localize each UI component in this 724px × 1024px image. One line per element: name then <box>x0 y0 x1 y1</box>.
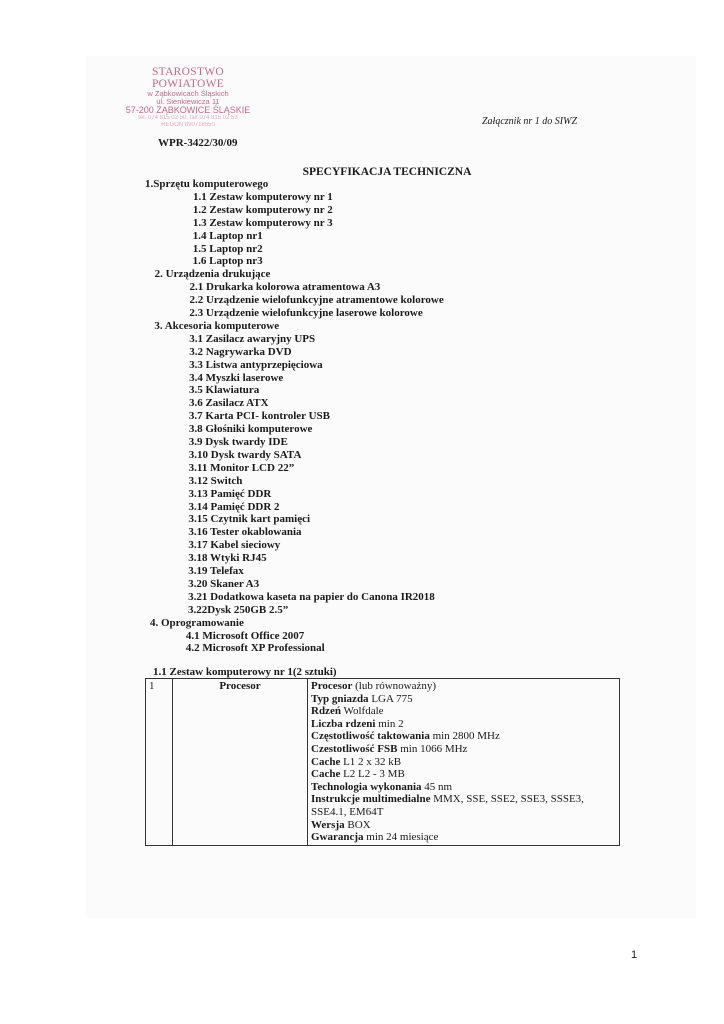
spec-key: Rdzeń <box>311 705 341 718</box>
spec-line <box>311 756 616 769</box>
spec-value: min 2800 MHz <box>429 730 500 743</box>
spec-value: min 1066 MHz <box>397 742 468 755</box>
spec-value: (lub równoważny) <box>352 680 437 692</box>
spec-description-cell <box>308 679 620 846</box>
row-number-cell: 1 <box>146 679 173 846</box>
spec-line <box>311 831 616 844</box>
spec-key: Liczba rdzeni <box>311 717 376 730</box>
toc-item: 4. Oprogramowanie <box>149 616 244 629</box>
document-title: SPECYFIKACJA TECHNICZNA <box>302 166 472 178</box>
toc-item: 4.1 Microsoft Office 2007 <box>185 629 305 642</box>
spec-line <box>311 730 616 743</box>
toc-item: 1.5 Laptop nr2 <box>192 242 263 255</box>
toc-item: 3. Akcesoria komputerowe <box>154 319 280 332</box>
spec-value: LGA 775 <box>368 692 413 705</box>
toc-item: 3.11 Monitor LCD 22” <box>188 461 295 474</box>
toc-item: 1.3 Zestaw komputerowy nr 3 <box>192 216 333 229</box>
toc-item: 3.14 Pamięć DDR 2 <box>188 500 280 513</box>
stamp-line: 57-200 ZĄBKOWICE ŚLĄSKIE <box>125 104 251 115</box>
spec-key: Czestotliwość FSB <box>311 742 398 755</box>
spec-key: Gwarancja <box>311 831 364 844</box>
toc-item: 1.6 Laptop nr3 <box>192 255 263 268</box>
toc-item: 3.8 Głośniki komputerowe <box>188 423 313 436</box>
toc-item: 3.17 Kabel sieciowy <box>188 539 281 552</box>
toc-item: 3.21 Dodatkowa kaseta na papier do Canona IR2018 <box>188 590 435 603</box>
component-cell: Procesor <box>173 679 308 846</box>
toc-item: 3.6 Zasilacz ATX <box>188 397 269 410</box>
spec-key: Wersja <box>311 818 345 831</box>
spec-value: L1 2 x 32 kB <box>340 755 402 768</box>
toc-item: 3.20 Skaner A3 <box>188 577 260 590</box>
spec-line <box>311 743 616 756</box>
spec-key: Cache <box>311 755 341 768</box>
toc-item: 4.2 Microsoft XP Professional <box>185 642 325 655</box>
spec-key: Instrukcje multimedialne <box>311 793 431 806</box>
spec-key: Cache <box>311 768 341 781</box>
spec-key: Częstotliwość taktowania <box>311 730 430 743</box>
spec-value: L2 L2 - 3 MB <box>340 768 405 781</box>
spec-line <box>311 705 616 718</box>
stamp-line: ul. Sienkiewicza 11 <box>156 97 220 106</box>
toc-item: 1.4 Laptop nr1 <box>192 229 263 242</box>
spec-key: Procesor <box>311 680 353 692</box>
reference-number: WPR-3422/30/09 <box>158 137 238 149</box>
spec-value: Wolfdale <box>340 705 384 718</box>
toc-item: 3.10 Dysk twardy SATA <box>188 448 302 461</box>
toc-item: 3.15 Czytnik kart pamięci <box>188 513 311 526</box>
annex-label: Załącznik nr 1 do SIWZ <box>482 116 577 127</box>
spec-value: 45 nm <box>421 780 453 793</box>
spec-line <box>311 793 616 818</box>
toc-item: 3.19 Telefax <box>188 565 244 577</box>
toc-item: 3.2 Nagrywarka DVD <box>189 345 292 358</box>
toc-item: 3.9 Dysk twardy IDE <box>188 436 288 448</box>
office-stamp <box>118 66 258 128</box>
page-number: 1 <box>631 949 638 961</box>
toc-item: 3.13 Pamięć DDR <box>188 487 272 500</box>
spec-value: min 2 <box>375 717 404 730</box>
toc-item: 3.16 Tester okablowania <box>188 526 302 539</box>
toc-item: 3.12 Switch <box>188 474 243 487</box>
section-caption: 1.1 Zestaw komputerowy nr 1(2 sztuki) <box>153 666 337 678</box>
spec-line <box>311 768 616 781</box>
toc-item: 3.5 Klawiatura <box>189 384 260 397</box>
toc-item: 2.2 Urządzenie wielofunkcyjne atramentowe kolorowe <box>189 294 444 307</box>
toc-item: 1.2 Zestaw komputerowy nr 2 <box>192 203 333 216</box>
toc-item: 2.1 Drukarka kolorowa atramentowa A3 <box>189 281 381 294</box>
toc-item: 3.7 Karta PCI- kontroler USB <box>188 410 330 423</box>
spec-line <box>311 718 616 731</box>
toc-item: 1.1 Zestaw komputerowy nr 1 <box>192 190 333 203</box>
spec-value: MMX, SSE, SSE2, SSE3, SSSE3, SSE4.1, EM64T <box>311 793 584 818</box>
stamp-line: w Ząbkowicach Śląskich <box>147 89 229 99</box>
spec-key: Typ gniazda <box>311 692 369 705</box>
spec-value: min 24 miesiące <box>363 831 439 844</box>
toc-item: 3.18 Wtyki RJ45 <box>188 552 267 565</box>
toc-item: 3.3 Listwa antyprzepięciowa <box>189 358 323 371</box>
table-row <box>146 679 620 846</box>
toc-item: 2. Urządzenia drukujące <box>154 268 271 281</box>
spec-line <box>311 819 616 832</box>
stamp-line: STAROSTWO POWIATOWE <box>151 66 225 91</box>
spec-line <box>311 693 616 706</box>
toc-item: 3.4 Myszki laserowe <box>189 371 284 384</box>
stamp-line: REGON 890718550 <box>161 121 215 128</box>
stamp-line: tel. 074 815 02 50, fax 074 815 02 53 <box>138 115 238 122</box>
spec-key: Technologia wykonania <box>311 780 422 793</box>
toc-item: 2.3 Urządzenie wielofunkcyjne laserowe kolorowe <box>189 307 423 319</box>
toc-item: 3.1 Zasilacz awaryjny UPS <box>189 332 316 345</box>
spec-table <box>145 678 620 846</box>
spec-line <box>311 680 616 693</box>
spec-line <box>311 781 616 794</box>
spec-value: BOX <box>344 818 371 831</box>
toc-item: 3.22Dysk 250GB 2.5” <box>188 603 289 616</box>
toc-item: 1.Sprzętu komputerowego <box>145 178 269 190</box>
